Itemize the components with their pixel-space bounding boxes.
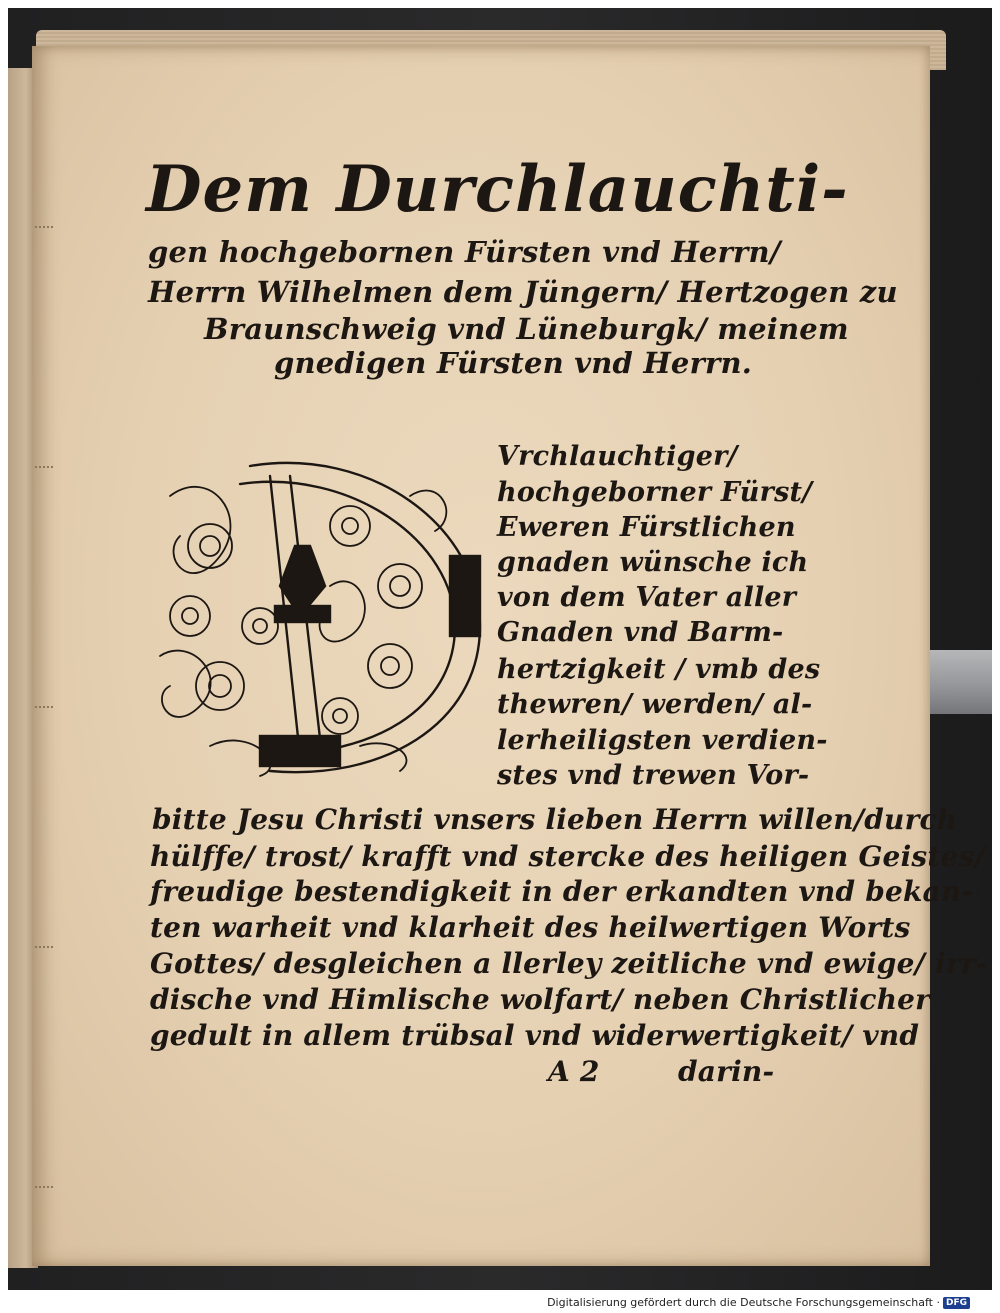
title-line-5: gnedigen Fürsten vnd Herrn. — [274, 346, 753, 380]
title-line-3: Herrn Wilhelmen dem Jüngern/ Hertzogen zu — [148, 275, 898, 309]
column-line-5: von dem Vater aller — [497, 582, 797, 613]
binding-stitch — [35, 1186, 53, 1194]
catchword: darin- — [678, 1055, 775, 1088]
column-line-7: hertzigkeit / vmb des — [497, 654, 821, 685]
binding-stitch — [35, 946, 53, 954]
body-line-7: gedult in allem trübsal vnd widerwertigkeit/ vnd — [150, 1019, 920, 1052]
column-line-10: stes vnd trewen Vor- — [497, 760, 810, 791]
title-line-1: Dem Durchlauchti- — [146, 152, 849, 227]
body-line-3: freudige bestendigkeit in der erkandten vnd bekan- — [150, 875, 974, 908]
binding-stitch — [35, 226, 53, 234]
signature-mark: A 2 — [548, 1055, 600, 1088]
body-line-6: dische vnd Himlische wolfart/ neben Christlicher — [150, 983, 931, 1016]
body-line-4: ten warheit vnd klarheit des heilwertigen Worts — [150, 911, 911, 944]
dfg-logo: DFG — [943, 1297, 970, 1309]
column-line-4: gnaden wünsche ich — [497, 547, 809, 578]
binding-stitch — [35, 466, 53, 474]
body-line-2: hülffe/ trost/ krafft vnd stercke des heiligen Geistes/ — [150, 840, 985, 873]
digitization-credit — [547, 1296, 970, 1309]
column-line-3: Eweren Fürstlichen — [497, 512, 796, 543]
column-line-6: Gnaden vnd Barm- — [497, 617, 784, 648]
binding-stitch — [35, 706, 53, 714]
column-line-8: thewren/ werden/ al- — [497, 689, 813, 720]
column-line-9: lerheiligsten verdien- — [497, 725, 828, 756]
body-line-1: bitte Jesu Christi vnsers lieben Herrn willen/durch — [152, 803, 958, 836]
column-line-1: Vrchlauchtiger/ — [497, 441, 738, 472]
column-line-2: hochgeborner Fürst/ — [497, 477, 813, 508]
decorated-initial-icon — [150, 436, 490, 796]
title-line-4: Braunschweig vnd Lüneburgk/ meinem — [204, 312, 849, 346]
title-line-2: gen hochgebornen Fürsten vnd Herrn/ — [148, 235, 781, 269]
body-line-5: Gottes/ desgleichen a llerley zeitliche vnd ewige/ irr- — [150, 947, 988, 980]
credit-text: Digitalisierung gefördert durch die Deutsche Forschungsgemeinschaft · — [547, 1296, 940, 1309]
